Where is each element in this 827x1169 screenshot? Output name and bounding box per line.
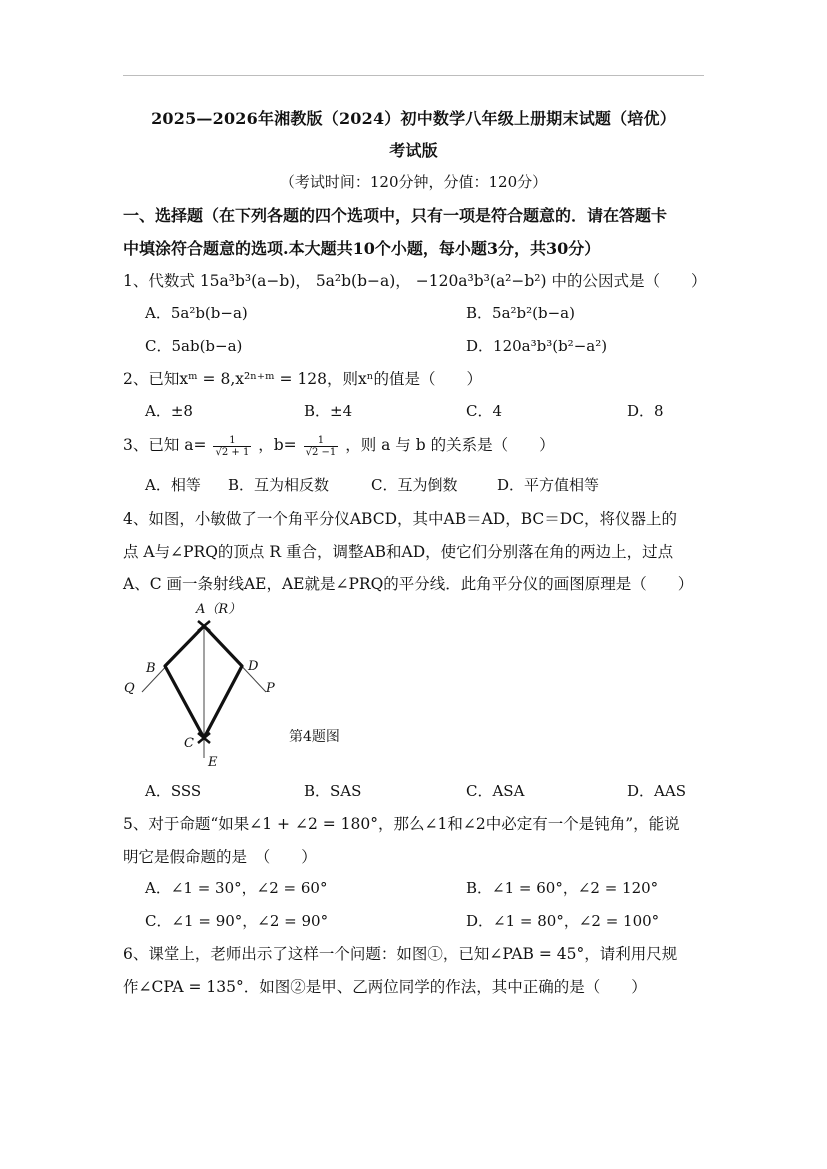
q2-option-b: B．±4 xyxy=(304,402,353,420)
q4-stem-line1: 4、如图，小敏做了一个角平分仪ABCD，其中AB＝AD，BC＝DC，将仪器上的 xyxy=(123,510,678,528)
q3-text-c: ，则 a 与 b 的关系是（ ） xyxy=(345,436,555,454)
q4-stem-line2: 点 A与∠PRQ的顶点 R 重合，调整AB和AD，使它们分别落在角的两边上，过点 xyxy=(123,543,674,561)
q3-text-b: ，b= xyxy=(258,436,297,454)
q6-stem-line2: 作∠CPA = 135°．如图②是甲、乙两位同学的作法，其中正确的是（ ） xyxy=(123,978,647,996)
label-p: P xyxy=(266,681,275,696)
q1-option-a: A．5a²b(b−a) xyxy=(145,304,248,322)
label-c: C xyxy=(184,736,194,751)
q1-option-b: B．5a²b²(b−a) xyxy=(466,304,575,322)
q2-text-b: ，则 xyxy=(327,370,359,388)
q3-fraction-a: $\frac{1}{√2 + 1}$ xyxy=(215,434,250,458)
q5-stem-line1: 5、对于命题“如果∠1 + ∠2 = 180°，那么∠1和∠2中必定有一个是钝角”，能说 xyxy=(123,815,680,833)
header-rule xyxy=(123,75,704,76)
exam-info: （考试时间：120分钟，分值：120分） xyxy=(279,173,548,191)
q3-option-c: C．互为倒数 xyxy=(371,476,458,494)
q1-expr1: 15a³b³(a−b) xyxy=(199,272,296,290)
q4-figure-caption: 第4题图 xyxy=(289,729,340,745)
q1-expr3: −120a³b³(a²−b²) xyxy=(415,272,547,290)
q2-condition: xᵐ = 8,x²ⁿ⁺ᵐ = 128 xyxy=(179,370,328,388)
q3-text-a: 3、已知 a= xyxy=(123,436,207,454)
label-a-r: A（R） xyxy=(196,602,242,617)
label-q: Q xyxy=(124,681,135,696)
q4-option-c: C．ASA xyxy=(466,782,525,800)
label-e: E xyxy=(208,755,218,770)
q3-option-b: B．互为相反数 xyxy=(228,476,330,494)
q2-option-d: D．8 xyxy=(627,402,664,420)
q5-option-b: B．∠1 = 60°，∠2 = 120° xyxy=(466,879,659,897)
q2-text-a: 2、已知 xyxy=(123,370,180,388)
q4-figure xyxy=(120,596,290,776)
q5-option-c: C．∠1 = 90°，∠2 = 90° xyxy=(145,912,329,930)
q6-stem-line1: 6、课堂上，老师出示了这样一个问题：如图①，已知∠PAB = 45°，请利用尺规 xyxy=(123,945,678,963)
q1-expr2: 5a²b(b−a) xyxy=(315,272,396,290)
q5-option-d: D．∠1 = 80°，∠2 = 100° xyxy=(466,912,660,930)
q2-stem xyxy=(123,367,482,389)
q2-target: xⁿ xyxy=(358,370,374,388)
q3-option-d: D．平方值相等 xyxy=(497,476,600,494)
q1-text-b: 中的公因式是（ ） xyxy=(551,272,707,290)
q1-text-a: 1、代数式 xyxy=(123,272,195,290)
q5-stem-line2: 明它是假命题的是 （ ） xyxy=(123,848,317,866)
q4-option-a: A．SSS xyxy=(145,782,202,800)
q4-option-d: D．AAS xyxy=(627,782,686,800)
q5-option-a: A．∠1 = 30°，∠2 = 60° xyxy=(145,879,328,897)
q4-option-b: B．SAS xyxy=(304,782,362,800)
section1-heading-line2: 中填涂符合题意的选项.本大题共10个小题，每小题3分，共30分） xyxy=(123,239,601,258)
q1-option-d: D．120a³b³(b²−a²) xyxy=(466,337,608,355)
q3-fraction-b: $\frac{1}{√2 -1}$ xyxy=(305,434,337,458)
q2-text-c: 的值是（ ） xyxy=(373,370,483,388)
q4-stem-line3: A、C 画一条射线AE，AE就是∠PRQ的平分线．此角平分仪的画图原理是（ ） xyxy=(123,575,694,593)
q1-option-c: C．5ab(b−a) xyxy=(145,337,243,355)
label-d: D xyxy=(248,659,259,674)
q2-option-a: A．±8 xyxy=(145,402,193,420)
label-b: B xyxy=(146,661,156,676)
q3-option-a: A．相等 xyxy=(145,476,201,494)
section1-heading-line1: 一、选择题（在下列各题的四个选项中，只有一项是符合题意的．请在答题卡 xyxy=(123,206,668,225)
exam-title: 2025—2026年湘教版（2024）初中数学八年级上册期末试题（培优） xyxy=(151,109,676,128)
q3-stem xyxy=(123,433,555,458)
exam-subtitle: 考试版 xyxy=(389,141,438,160)
q1-stem: 1、代数式 15a³b³(a−b)， 5a²b(b−a)， −120a³b³(a²−b²) 中的公因式是（ ） xyxy=(123,272,707,290)
q2-option-c: C．4 xyxy=(466,402,503,420)
